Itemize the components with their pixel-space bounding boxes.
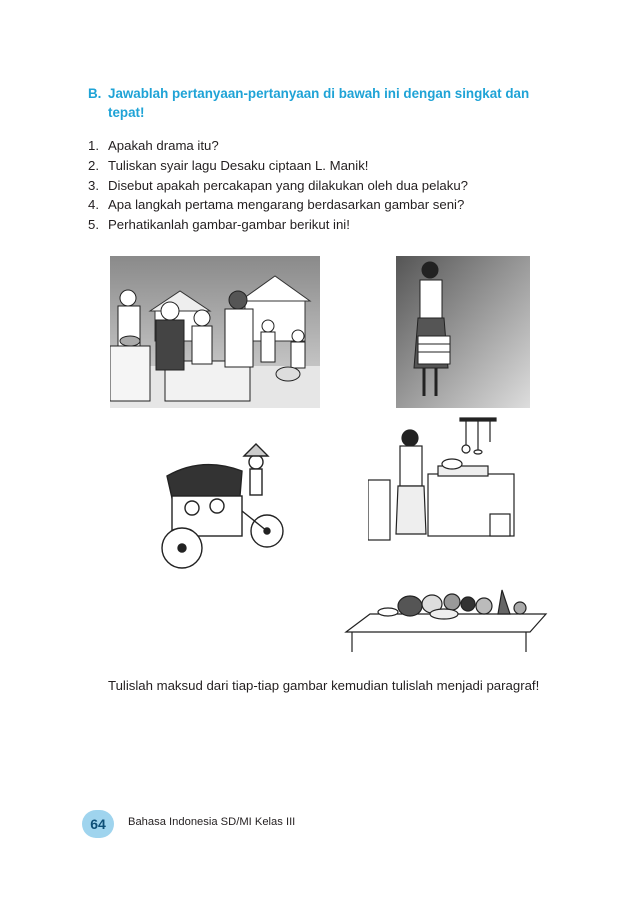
becak-rickshaw-illustration: [122, 436, 292, 576]
question-text: Tuliskan syair lagu Desaku ciptaan L. Manik!: [108, 157, 369, 173]
section-letter: B.: [88, 86, 102, 101]
question-item: [88, 136, 558, 156]
question-number: 1.: [88, 138, 99, 153]
question-number: 5.: [88, 217, 99, 233]
instruction-text: Tulislah maksud dari tiap-tiap gambar kemudian tulislah menjadi paragraf!: [108, 678, 540, 693]
book-title: Bahasa Indonesia SD/MI Kelas III: [128, 816, 296, 828]
market-scene-illustration: [110, 256, 320, 408]
question-text: Apa langkah pertama mengarang berdasarkan gambar seni?: [108, 197, 465, 213]
question-text: Apakah drama itu?: [108, 138, 219, 153]
question-text: Perhatikanlah gambar-gambar berikut ini!: [108, 217, 350, 233]
question-item: [88, 215, 558, 235]
question-number: 4.: [88, 197, 99, 213]
question-number: 2.: [88, 157, 99, 173]
question-number: 3.: [88, 177, 99, 193]
question-item: [88, 156, 558, 176]
section-heading: [88, 84, 568, 122]
question-item: [88, 195, 558, 215]
woman-cooking-illustration: [368, 416, 528, 546]
page-number-badge: 64: [82, 810, 114, 838]
fruit-table-illustration: [340, 576, 550, 652]
woman-with-basket-illustration: [396, 256, 530, 408]
question-item: [88, 176, 558, 196]
question-text: Disebut apakah percakapan yang dilakukan oleh dua pelaku?: [108, 177, 468, 193]
question-list: [88, 136, 558, 235]
section-title: Jawablah pertanyaan-pertanyaan di bawah ini dengan singkat dan tepat!: [108, 86, 530, 120]
